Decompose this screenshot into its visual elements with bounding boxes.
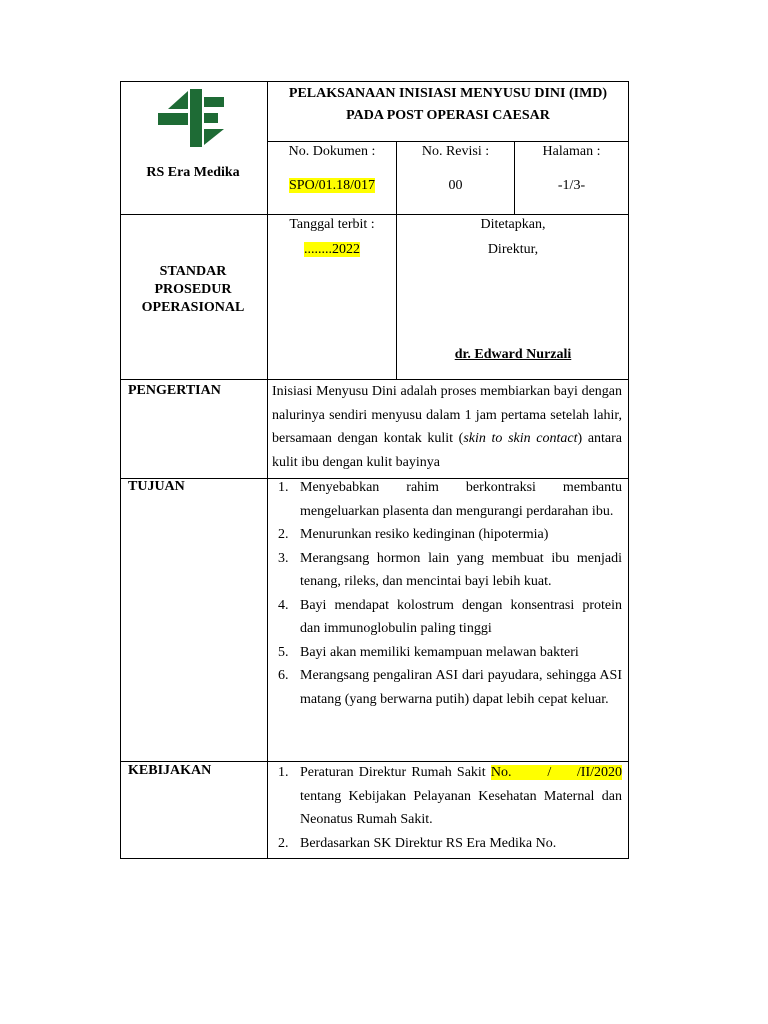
pengertian-text-end: ) antara kulit ibu dengan kulit bayinya [272, 431, 623, 470]
page-label: Halaman : [542, 144, 601, 159]
revision-value: 00 [448, 178, 463, 193]
item-text-end: tentang Kebijakan Pelayanan Kesehatan Maternal dan Neonatus Rumah Sakit. [300, 788, 622, 827]
item-number: 1. [278, 765, 289, 780]
issue-date-label: Tanggal terbit : [289, 217, 375, 232]
list-item [272, 641, 622, 665]
item-text: Berdasarkan SK Direktur RS Era Medika No. [300, 835, 557, 851]
list-item [272, 547, 622, 594]
director-label: Direktur, [487, 242, 539, 257]
set-by-label: Ditetapkan, [480, 217, 546, 232]
revision-label: No. Revisi : [421, 144, 490, 159]
page-title [267, 83, 629, 127]
item-number: 6. [278, 668, 289, 683]
tujuan-label-cell [120, 478, 268, 762]
item-text: Merangsang hormon lain yang membuat ibu menjadi tenang, rileks, dan mencintai bayi lebih kuat. [300, 550, 622, 589]
title-line-2: PADA POST OPERASI CAESAR [346, 108, 550, 123]
item-number: 4. [278, 597, 289, 613]
hospital-name: RS Era Medika [146, 165, 240, 180]
item-text: Bayi mendapat kolostrum dengan konsentrasi protein dan immunoglobulin paling tinggi [300, 597, 622, 636]
item-number: 2. [278, 835, 289, 851]
kebijakan-label: KEBIJAKAN [128, 763, 212, 778]
sop-document [120, 81, 629, 859]
item-number: 1. [278, 480, 289, 495]
item-text: Bayi akan memiliki kemampuan melawan bakteri [300, 644, 579, 660]
doc-no-value: SPO/01.18/017 [289, 178, 375, 193]
sop-line-3: OPERASIONAL [141, 300, 245, 315]
list-item [272, 476, 622, 523]
issue-date-cell [267, 214, 397, 380]
item-text: Menyebabkan rahim berkontraksi membantu mengeluarkan plasenta dan mengurangi perdarahan ibu. [300, 480, 622, 519]
item-text-start: Peraturan Direktur Rumah Sakit [300, 765, 491, 780]
item-number: 5. [278, 644, 289, 660]
list-item [272, 832, 622, 856]
item-text: Merangsang pengaliran ASI dari payudara, sehingga ASI matang (yang berwarna putih) dapat lebih cepat keluar. [300, 668, 622, 707]
tujuan-list [272, 476, 622, 711]
sop-line-1: STANDAR [159, 264, 227, 279]
issue-date-value: ........2022 [304, 242, 360, 257]
pengertian-label: PENGERTIAN [128, 383, 221, 398]
regulation-number: No. / /II/2020 [490, 765, 623, 780]
hospital-cross-logo-icon [158, 87, 228, 149]
tujuan-label: TUJUAN [128, 479, 185, 494]
item-number: 2. [278, 527, 289, 542]
sop-line-2: PROSEDUR [154, 282, 232, 297]
item-number: 3. [278, 550, 289, 566]
sop-heading [120, 263, 266, 317]
doc-no-value-wrap [267, 178, 397, 194]
pengertian-text-start: Inisiasi Menyusu Dini adalah proses membiarkan bayi dengan nalurinya sendiri menyusu dalam 1 jam pertama setelah lahir, bersamaan dengan kontak kulit ( [272, 384, 622, 446]
list-item [272, 664, 622, 711]
list-item [272, 761, 622, 832]
list-item [272, 523, 622, 547]
list-item [272, 594, 622, 641]
doc-no-label: No. Dokumen : [288, 144, 376, 159]
item-text: Menurunkan resiko kedinginan (hipotermia) [300, 527, 549, 542]
pengertian-text [272, 380, 622, 474]
issue-date-value-wrap [267, 242, 397, 258]
director-name: dr. Edward Nurzali [454, 347, 572, 362]
title-line-1: PELAKSANAAN INISIASI MENYUSU DINI (IMD) [288, 86, 608, 101]
kebijakan-list [272, 761, 622, 855]
page-value: -1/3- [557, 178, 586, 193]
pengertian-text-italic: skin to skin contact [463, 431, 578, 446]
